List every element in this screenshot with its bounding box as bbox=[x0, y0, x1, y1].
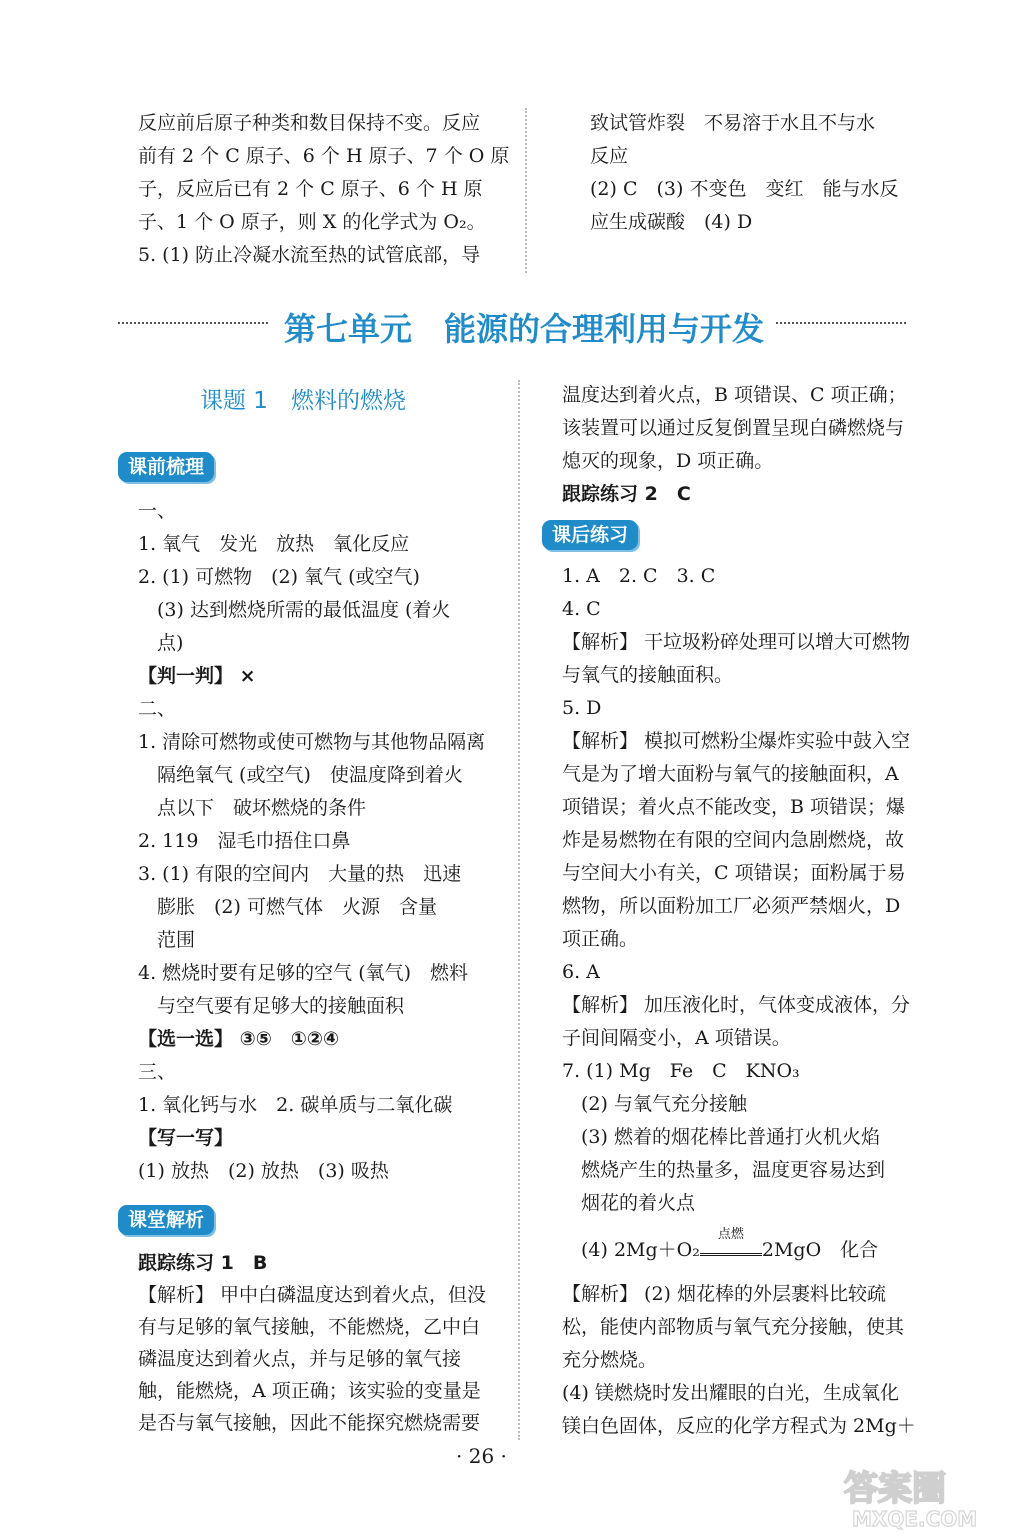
text-line: 点) bbox=[138, 632, 184, 654]
column-divider bbox=[518, 380, 520, 1440]
text-line: (1) 放热 (2) 放热 (3) 吸热 bbox=[138, 1160, 389, 1182]
svg-text:答案圈: 答案圈 bbox=[844, 1469, 946, 1509]
text-line: 1. 氧化钙与水 2. 碳单质与二氧化碳 bbox=[138, 1094, 453, 1116]
text-line: 温度达到着火点，B 项错误、C 项正确； bbox=[562, 384, 907, 406]
text-line: 1. 氧气 发光 放热 氧化反应 bbox=[138, 533, 410, 555]
text-line: 气是为了增大面粉与氧气的接触面积，A bbox=[562, 763, 899, 785]
watermark-icon bbox=[838, 1462, 1008, 1532]
text-line: 6. A bbox=[562, 961, 600, 983]
svg-text:MXQE.COM: MXQE.COM bbox=[852, 1507, 978, 1531]
lesson-title: 课题 1 燃料的燃烧 bbox=[200, 388, 406, 414]
text-line: 【解析】 加压液化时，气体变成液体，分 bbox=[562, 994, 911, 1016]
text-line: 与氧气的接触面积。 bbox=[562, 664, 734, 686]
text-line: 膨胀 (2) 可燃气体 火源 含量 bbox=[138, 896, 437, 918]
section-badge-pre: 课前梳理 bbox=[118, 452, 214, 482]
text-line: (3) 达到燃烧所需的最低温度 (着火 bbox=[138, 599, 451, 621]
text-line: 子间间隔变小，A 项错误。 bbox=[562, 1027, 791, 1049]
text-line: 跟踪练习 2 C bbox=[562, 483, 691, 505]
text-line: 有与足够的氧气接触，不能燃烧，乙中白 bbox=[138, 1316, 481, 1338]
text-line: 一、 bbox=[138, 500, 177, 522]
section-badge-after: 课后练习 bbox=[542, 520, 638, 550]
text-line: 二、 bbox=[138, 698, 177, 720]
text-line: 项错误；着火点不能改变，B 项错误；爆 bbox=[562, 796, 906, 818]
text-line: 4. C bbox=[562, 598, 601, 620]
reaction-condition: 点燃 bbox=[717, 1227, 744, 1242]
text-line: 该装置可以通过反复倒置呈现白磷燃烧与 bbox=[562, 417, 905, 439]
reaction-arrow bbox=[700, 1227, 762, 1256]
text-line: 4. 燃烧时要有足够的空气 (氧气) 燃料 bbox=[138, 962, 469, 984]
watermark-logo bbox=[838, 1462, 1008, 1532]
title-dots-right bbox=[776, 322, 906, 324]
equation-prefix: (4) 2Mg＋O₂ bbox=[562, 1239, 700, 1261]
text-line: 1. A 2. C 3. C bbox=[562, 565, 716, 587]
text-line: 子、1 个 O 原子，则 X 的化学式为 O₂。 bbox=[138, 211, 486, 233]
text-line: 5. (1) 防止冷凝水流至热的试管底部，导 bbox=[138, 244, 481, 266]
title-dots-left bbox=[118, 322, 268, 324]
text-line: 炸是易燃物在有限的空间内急剧燃烧，故 bbox=[562, 829, 905, 851]
text-line: 反应前后原子种类和数目保持不变。反应 bbox=[138, 112, 481, 134]
text-line: (2) 与氧气充分接触 bbox=[562, 1093, 747, 1115]
text-line: 3. (1) 有限的空间内 大量的热 迅速 bbox=[138, 863, 462, 885]
text-line: 触，能燃烧，A 项正确；该实验的变量是 bbox=[138, 1380, 481, 1402]
text-line: 与空间大小有关，C 项错误；面粉属于易 bbox=[562, 862, 906, 884]
text-line: 【选一选】 ③⑤ ①②④ bbox=[138, 1028, 340, 1050]
unit-title: 第七单元 能源的合理利用与开发 bbox=[284, 310, 765, 348]
text-line: 燃烧产生的热量多，温度更容易达到 bbox=[562, 1159, 886, 1181]
text-line: 镁白色固体，反应的化学方程式为 2Mg＋ bbox=[562, 1415, 916, 1437]
text-line: 磷温度达到着火点，并与足够的氧气接 bbox=[138, 1348, 462, 1370]
text-line: 【写一写】 bbox=[138, 1127, 234, 1149]
text-line: 5. D bbox=[562, 697, 602, 719]
text-line: 致试管炸裂 不易溶于水且不与水 bbox=[590, 112, 876, 134]
text-line: (3) 燃着的烟花棒比普通打火机火焰 bbox=[562, 1126, 880, 1148]
text-line: (4) 镁燃烧时发出耀眼的白光，生成氧化 bbox=[562, 1382, 899, 1404]
text-line: (2) C (3) 不变色 变红 能与水反 bbox=[590, 178, 899, 200]
text-line: 松，能使内部物质与氧气充分接触，使其 bbox=[562, 1316, 905, 1338]
text-line: 【解析】 (2) 烟花棒的外层裹料比较疏 bbox=[562, 1283, 886, 1305]
text-line: 【判一判】 × bbox=[138, 665, 256, 687]
text-line: 三、 bbox=[138, 1061, 177, 1083]
section-badge-in-class: 课堂解析 bbox=[118, 1205, 214, 1235]
text-line: 1. 清除可燃物或使可燃物与其他物品隔离 bbox=[138, 731, 486, 753]
text-line: 反应 bbox=[590, 145, 629, 167]
text-line: 是否与氧气接触，因此不能探究燃烧需要 bbox=[138, 1412, 481, 1434]
text-line: 项正确。 bbox=[562, 928, 639, 950]
text-line: 前有 2 个 C 原子、6 个 H 原子、7 个 O 原 bbox=[138, 145, 510, 167]
text-line: 跟踪练习 1 B bbox=[138, 1252, 268, 1274]
text-line: 燃物，所以面粉加工厂必须严禁烟火，D bbox=[562, 895, 901, 917]
page-number: · 26 · bbox=[456, 1444, 507, 1468]
text-line: 【解析】 模拟可燃粉尘爆炸实验中鼓入空 bbox=[562, 730, 911, 752]
chemical-equation bbox=[562, 1227, 879, 1263]
text-line: 与空气要有足够大的接触面积 bbox=[138, 995, 405, 1017]
text-line: 2. 119 湿毛巾捂住口鼻 bbox=[138, 830, 351, 852]
text-line: 应生成碳酸 (4) D bbox=[590, 211, 753, 233]
text-line: 充分燃烧。 bbox=[562, 1349, 658, 1371]
text-line: 范围 bbox=[138, 929, 196, 951]
text-line: 7. (1) Mg Fe C KNO₃ bbox=[562, 1060, 800, 1082]
text-line: 子，反应后已有 2 个 C 原子、6 个 H 原 bbox=[138, 178, 483, 200]
text-line: 2. (1) 可燃物 (2) 氧气 (或空气) bbox=[138, 566, 420, 588]
text-line: 隔绝氧气 (或空气) 使温度降到着火 bbox=[138, 764, 463, 786]
text-line: 【解析】 干垃圾粉碎处理可以增大可燃物 bbox=[562, 631, 911, 653]
column-divider bbox=[525, 108, 527, 273]
text-line: 【解析】 甲中白磷温度达到着火点，但没 bbox=[138, 1284, 487, 1306]
equation-suffix: 2MgO 化合 bbox=[761, 1239, 879, 1261]
text-line: 熄灭的现象，D 项正确。 bbox=[562, 450, 774, 472]
text-line: 点以下 破坏燃烧的条件 bbox=[138, 797, 367, 819]
text-line: 烟花的着火点 bbox=[562, 1192, 696, 1214]
